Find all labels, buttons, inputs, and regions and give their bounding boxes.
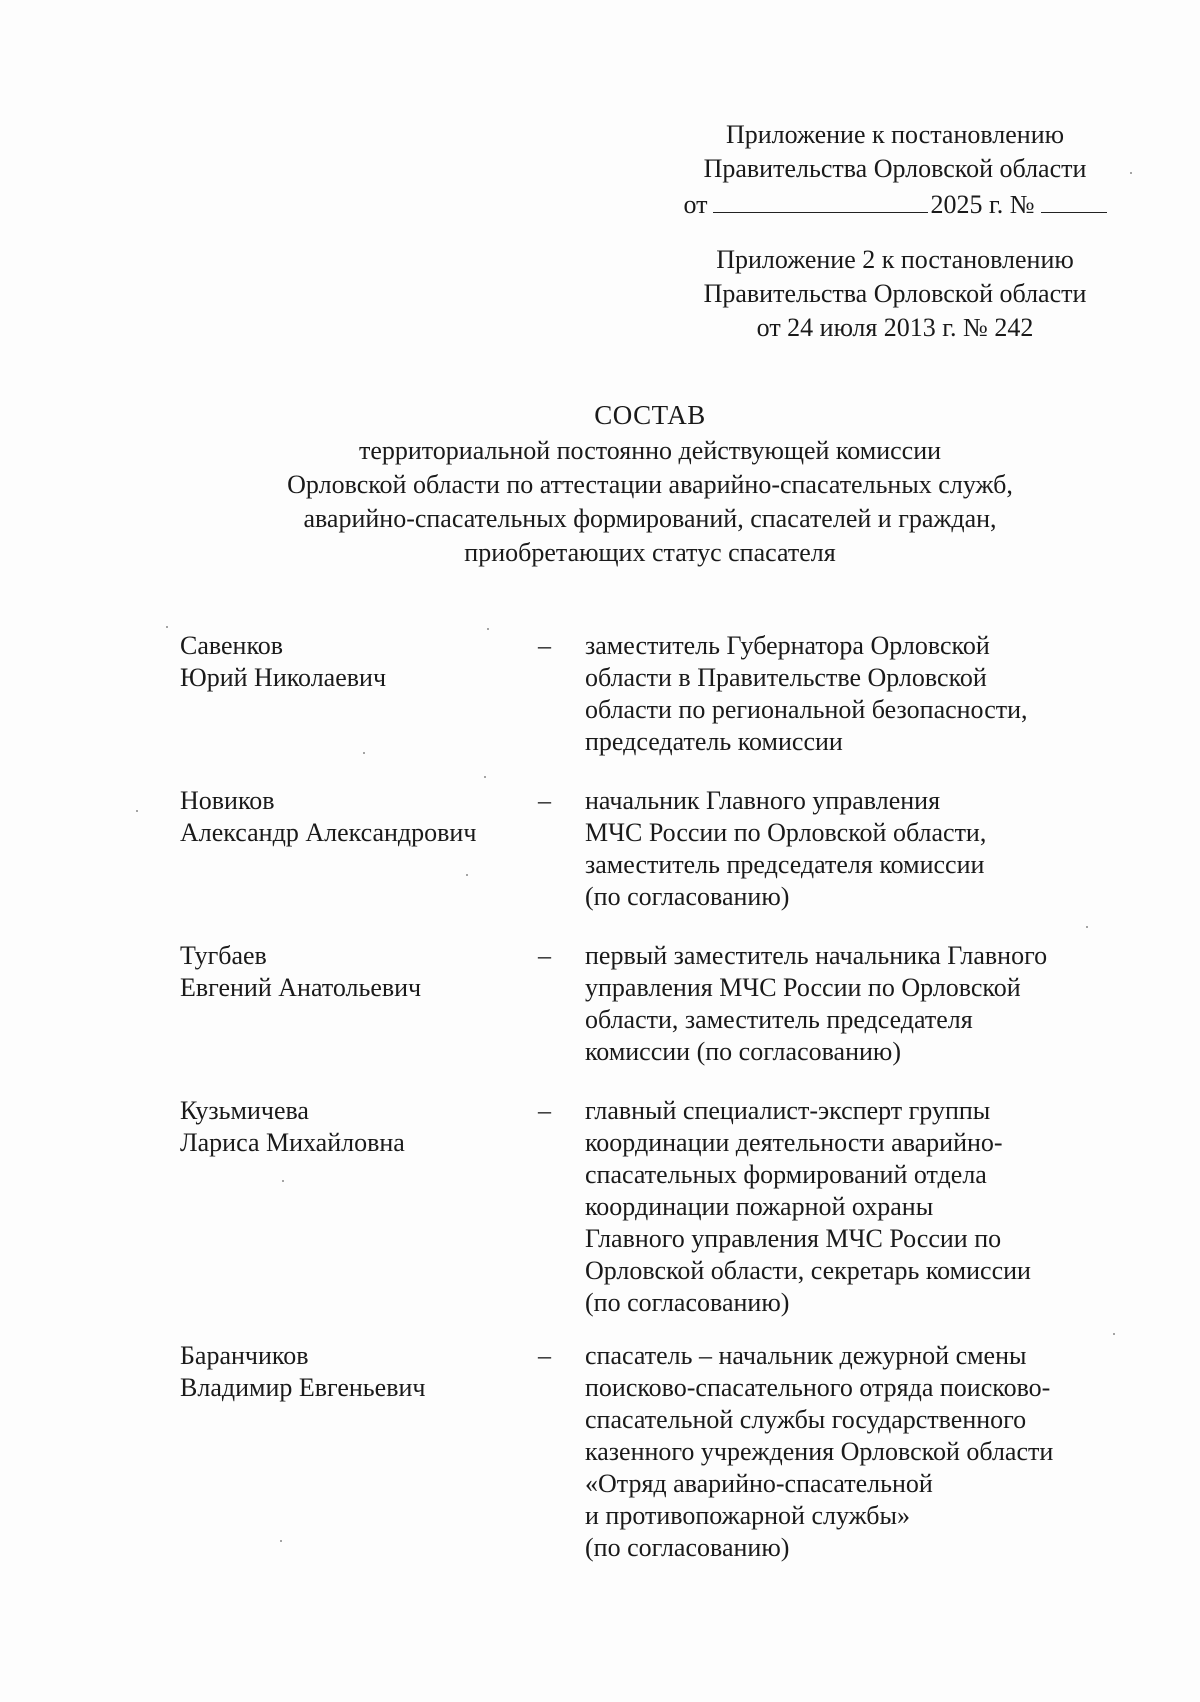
date-year: 2025 г. № <box>930 190 1035 219</box>
title-line-2: Орловской области по аттестации аварийно-спасательных служб, <box>287 470 1013 499</box>
scan-speck <box>1130 172 1132 174</box>
member-role-line: заместитель председателя комиссии <box>585 850 985 879</box>
appendix-original-header <box>660 243 1130 345</box>
member-given-name: Владимир Евгеньевич <box>180 1373 426 1402</box>
member-dash: – <box>538 941 551 970</box>
scan-speck <box>282 1180 284 1182</box>
appendix-current-date-line <box>660 186 1130 222</box>
member-role-line: первый заместитель начальника Главного <box>585 941 1048 970</box>
member-role <box>585 1340 1125 1564</box>
member-surname: Кузьмичева <box>180 1096 309 1125</box>
title-line-3: аварийно-спасательных формирований, спасателей и граждан, <box>303 504 997 533</box>
member-given-name: Лариса Михайловна <box>180 1128 405 1157</box>
date-blank-field <box>713 186 928 213</box>
scan-speck <box>363 752 365 754</box>
member-role-line: координации деятельности аварийно- <box>585 1128 1003 1157</box>
member-role-line: области по региональной безопасности, <box>585 695 1028 724</box>
appendix-current-line2: Правительства Орловской области <box>703 154 1087 183</box>
appendix-original-line3: от 24 июля 2013 г. № 242 <box>756 313 1034 342</box>
member-entry <box>0 630 1200 785</box>
member-role-line: начальник Главного управления <box>585 786 941 815</box>
title-line-4: приобретающих статус спасателя <box>464 538 836 567</box>
appendix-original-line2: Правительства Орловской области <box>703 279 1087 308</box>
member-role-line: главный специалист-эксперт группы <box>585 1096 991 1125</box>
scan-speck <box>166 626 168 628</box>
scan-speck <box>484 776 486 778</box>
document-heading: СОСТАВ <box>594 400 706 430</box>
member-role-line: области, заместитель председателя <box>585 1005 973 1034</box>
title-line-1: территориальной постоянно действующей комиссии <box>358 436 942 465</box>
member-entry <box>0 785 1200 940</box>
member-role-line: комиссии (по согласованию) <box>585 1037 901 1066</box>
member-role-line: председатель комиссии <box>585 727 843 756</box>
member-entry <box>0 940 1200 1095</box>
member-role-line: (по согласованию) <box>585 1288 790 1317</box>
member-given-name: Юрий Николаевич <box>180 663 387 692</box>
member-role <box>585 785 1125 913</box>
member-role-line: Главного управления МЧС России по <box>585 1224 1002 1253</box>
member-dash: – <box>538 1096 551 1125</box>
scan-speck <box>487 628 489 630</box>
scan-speck <box>280 1540 282 1542</box>
member-dash: – <box>538 786 551 815</box>
member-role-line: Орловской области, секретарь комиссии <box>585 1256 1031 1285</box>
appendix-original-line1: Приложение 2 к постановлению <box>716 245 1074 274</box>
member-role-line: (по согласованию) <box>585 1533 790 1562</box>
member-role-line: спасательных формирований отдела <box>585 1160 987 1189</box>
member-role-line: области в Правительстве Орловской <box>585 663 987 692</box>
member-given-name: Евгений Анатольевич <box>180 973 422 1002</box>
member-dash: – <box>538 631 551 660</box>
member-entry <box>0 1095 1200 1340</box>
appendix-current-line1: Приложение к постановлению <box>725 120 1065 149</box>
member-surname: Новиков <box>180 786 275 815</box>
members-list <box>0 630 1200 1610</box>
member-dash: – <box>538 1341 551 1370</box>
member-role-line: МЧС России по Орловской области, <box>585 818 987 847</box>
member-role-line: координации пожарной охраны <box>585 1192 934 1221</box>
member-role <box>585 1095 1125 1319</box>
member-entry <box>0 1340 1200 1610</box>
member-surname: Тугбаев <box>180 941 267 970</box>
member-role-line: поисково-спасательного отряда поисково- <box>585 1373 1051 1402</box>
scan-speck <box>136 810 138 812</box>
appendix-current-header <box>660 118 1130 222</box>
member-role-line: спасательной службы государственного <box>585 1405 1027 1434</box>
scan-speck <box>1113 1333 1115 1335</box>
member-role-line: (по согласованию) <box>585 882 790 911</box>
member-name <box>180 1340 520 1404</box>
document-title-block <box>200 398 1100 570</box>
member-role-line: заместитель Губернатора Орловской <box>585 631 990 660</box>
member-given-name: Александр Александрович <box>180 818 477 847</box>
member-role-line: спасатель – начальник дежурной смены <box>585 1341 1027 1370</box>
member-name <box>180 630 520 694</box>
scan-speck <box>1086 926 1088 928</box>
member-name <box>180 785 520 849</box>
member-surname: Савенков <box>180 631 284 660</box>
member-role-line: «Отряд аварийно-спасательной <box>585 1469 933 1498</box>
member-role-line: управления МЧС России по Орловской <box>585 973 1021 1002</box>
scan-speck <box>466 874 468 876</box>
member-role <box>585 940 1125 1068</box>
number-blank-field <box>1041 186 1107 213</box>
member-role <box>585 630 1125 758</box>
date-prefix: от <box>683 190 708 219</box>
member-name <box>180 940 520 1004</box>
member-surname: Баранчиков <box>180 1341 309 1370</box>
member-role-line: и противопожарной службы» <box>585 1501 910 1530</box>
member-name <box>180 1095 520 1159</box>
member-role-line: казенного учреждения Орловской области <box>585 1437 1054 1466</box>
